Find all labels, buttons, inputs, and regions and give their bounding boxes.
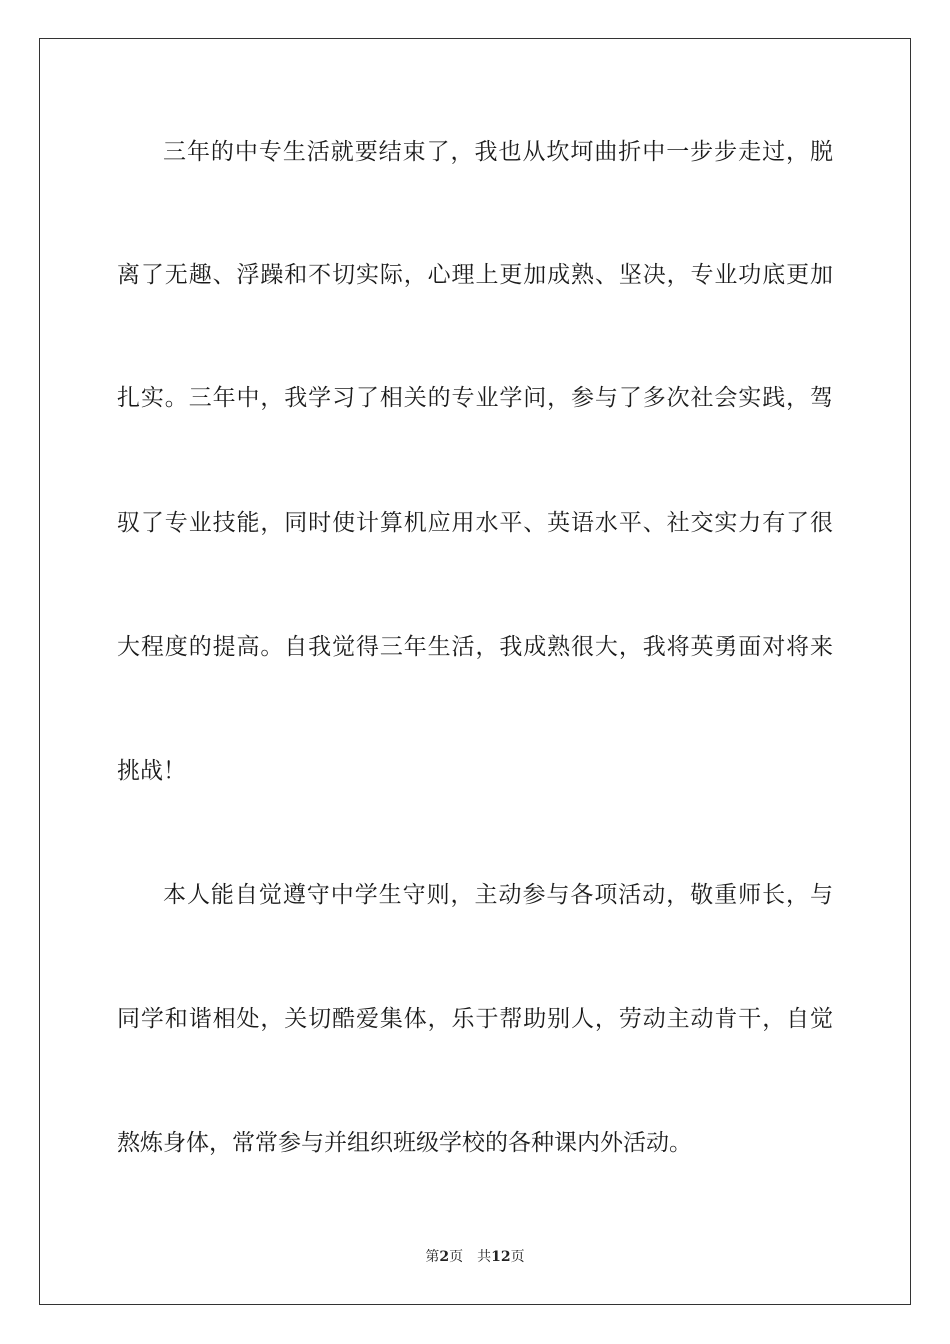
- total-prefix: 共: [477, 1249, 492, 1265]
- page-footer: [0, 1248, 950, 1266]
- text-line: 同学和谐相处，关切酷爱集体，乐于帮助别人，劳动主动肯干，自觉: [117, 1006, 833, 1032]
- text-line: 本人能自觉遵守中学生守则，主动参与各项活动，敬重师长，与: [163, 882, 833, 908]
- text-line: 三年的中专生活就要结束了，我也从坎坷曲折中一步步走过，脱: [163, 139, 833, 165]
- text-line: 挑战！: [117, 758, 186, 784]
- page-current: 2: [439, 1249, 450, 1265]
- page-prefix: 第: [425, 1249, 440, 1265]
- page-total: 12: [491, 1249, 511, 1265]
- text-line: 离了无趣、浮躁和不切实际，心理上更加成熟、坚决，专业功底更加: [117, 262, 833, 288]
- page-unit: 页: [449, 1249, 464, 1265]
- text-line: 驭了专业技能，同时使计算机应用水平、英语水平、社交实力有了很: [117, 510, 833, 536]
- text-line: 大程度的提高。自我觉得三年生活，我成熟很大，我将英勇面对将来: [117, 634, 833, 660]
- text-line: 扎实。三年中，我学习了相关的专业学问，参与了多次社会实践，驾: [117, 385, 833, 411]
- total-unit: 页: [510, 1249, 525, 1265]
- text-line: 熬炼身体，常常参与并组织班级学校的各种课内外活动。: [117, 1130, 692, 1156]
- page-border: [39, 38, 911, 1305]
